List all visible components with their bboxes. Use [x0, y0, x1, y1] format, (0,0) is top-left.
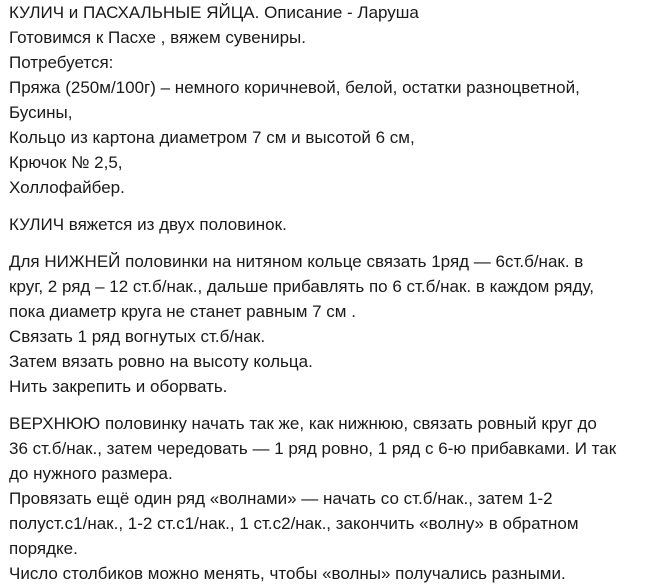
upper-half-paragraph	[9, 411, 643, 586]
document-title: КУЛИЧ и ПАСХАЛЬНЫЕ ЯЙЦА. Описание - Ларуша	[9, 3, 419, 22]
upper-half-line: полуст.с1/нак., 1-2 ст.с1/нак., 1 ст.с2/нак., закончить «волну» в обратном	[9, 514, 579, 533]
upper-half-line: Провязать ещё один ряд «волнами» — начать со ст.б/нак., затем 1-2	[9, 489, 553, 508]
materials-list	[9, 75, 643, 200]
upper-half-line: до нужного размера.	[9, 464, 173, 483]
materials-item: Кольцо из картона диаметром 7 см и высотой 6 см,	[9, 128, 415, 147]
document-subtitle: Готовимся к Пасхе , вяжем сувениры.	[9, 28, 306, 47]
materials-item: Пряжа (250м/100г) – немного коричневой, белой, остатки разноцветной,	[9, 78, 580, 97]
lower-half-paragraph	[9, 249, 643, 399]
lower-half-line: Затем вязать ровно на высоту кольца.	[9, 352, 313, 371]
lower-half-line: Для НИЖНЕЙ половинки на нитяном кольце связать 1ряд — 6ст.б/нак. в	[9, 252, 584, 271]
materials-item: Холлофайбер.	[9, 178, 125, 197]
lower-half-line: круг, 2 ряд – 12 ст.б/нак., дальше прибавлять по 6 ст.б/нак. в каждом ряду,	[9, 277, 594, 296]
materials-item: Бусины,	[9, 103, 73, 122]
paragraph-gap	[9, 399, 643, 411]
lower-half-line: Нить закрепить и оборвать.	[9, 377, 228, 396]
intro-paragraph	[9, 212, 643, 237]
materials-item: Крючок № 2,5,	[9, 153, 123, 172]
paragraph-gap	[9, 200, 643, 212]
upper-half-line: порядке.	[9, 539, 78, 558]
upper-half-line: ВЕРХНЮЮ половинку начать так же, как нижнюю, связать ровный круг до	[9, 414, 597, 433]
header-block	[9, 0, 643, 75]
materials-heading: Потребуется:	[9, 53, 114, 72]
upper-half-line: Число столбиков можно менять, чтобы «волны» получались разными.	[9, 564, 566, 583]
lower-half-line: Связать 1 ряд вогнутых ст.б/нак.	[9, 327, 266, 346]
paragraph-gap	[9, 237, 643, 249]
document-body	[9, 0, 643, 586]
upper-half-line: 36 ст.б/нак., затем чередовать — 1 ряд ровно, 1 ряд с 6-ю прибавками. И так	[9, 439, 617, 458]
lower-half-line: пока диаметр круга не станет равным 7 см .	[9, 302, 356, 321]
intro-text: КУЛИЧ вяжется из двух половинок.	[9, 215, 287, 234]
